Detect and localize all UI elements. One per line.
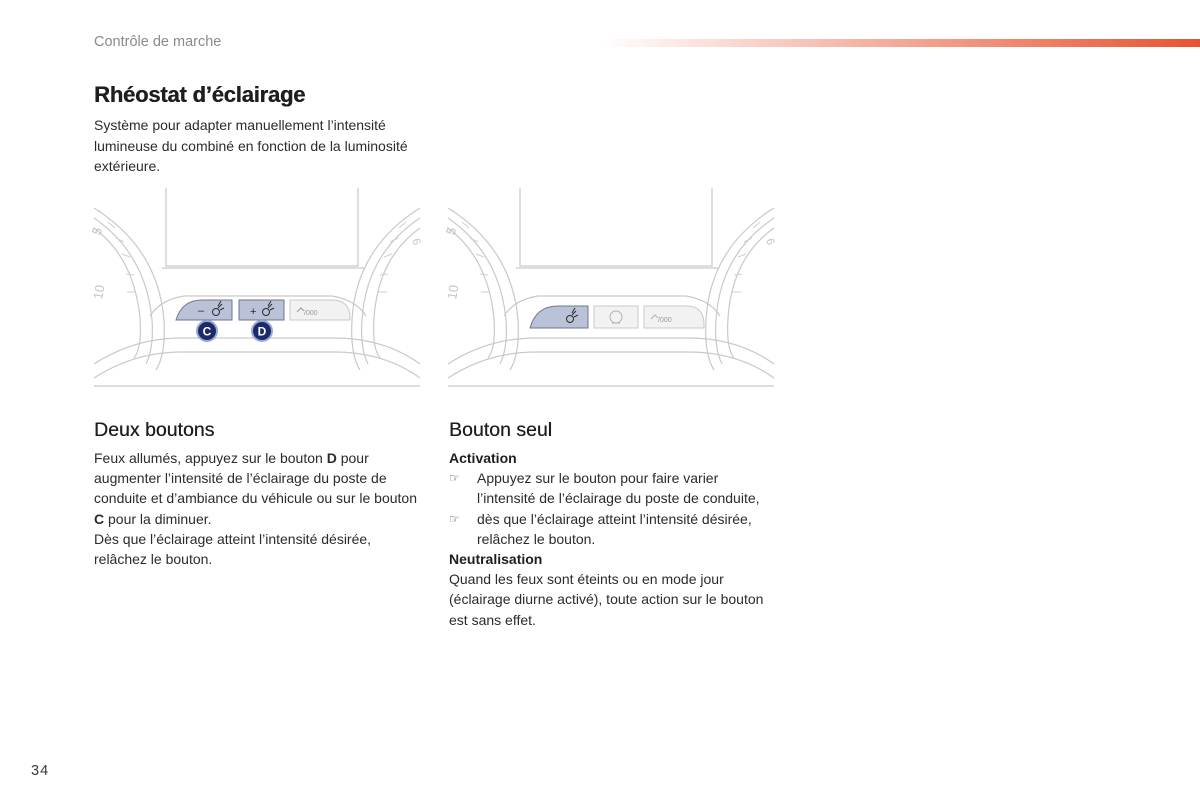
pointing-hand-icon: ☞ xyxy=(449,471,460,486)
dashboard-illustration-single-button xyxy=(442,188,777,390)
dashboard-illustration-two-buttons xyxy=(88,188,423,390)
page-title: Rhéostat d’éclairage xyxy=(94,82,306,107)
header-accent-bar xyxy=(600,39,1200,47)
page-number: 34 xyxy=(31,763,50,779)
svg-text:6: 6 xyxy=(409,236,423,247)
svg-text:6: 6 xyxy=(763,236,777,247)
plus-label: + xyxy=(250,306,257,318)
bullet-item: ☞ Appuyez sur le bouton pour faire varier l’intensité de l’éclairage du poste de conduite, xyxy=(449,470,760,507)
badge-c: C xyxy=(202,324,212,339)
svg-text:5: 5 xyxy=(442,225,460,238)
section-header: Contrôle de marche xyxy=(94,34,222,50)
heading-two-buttons: Deux boutons xyxy=(94,419,215,441)
svg-text:10: 10 xyxy=(90,283,108,301)
neutralisation-label: Neutralisation xyxy=(449,551,543,568)
two-buttons-paragraph-1: Feux allumés, appuyez sur le bouton D pour augmenter l’intensité de l’éclairage du poste de conduite et d’ambiance du véhicule ou sur le bouton C pour la diminuer. xyxy=(94,450,417,527)
reset-label-right: /000 xyxy=(658,317,672,324)
neutralisation-text: Quand les feux sont éteints ou en mode jour (éclairage diurne activé), toute action sur le bouton est sans effet. xyxy=(449,571,764,628)
intro-text: Système pour adapter manuellement l’intensité lumineuse du combiné en fonction de la luminosité extérieure. xyxy=(94,117,408,174)
svg-text:5: 5 xyxy=(88,225,106,238)
svg-text:10: 10 xyxy=(444,283,462,301)
two-buttons-paragraph-2: Dès que l’éclairage atteint l’intensité désirée, relâchez le bouton. xyxy=(94,530,372,568)
single-button-text xyxy=(449,448,769,630)
heading-single-button: Bouton seul xyxy=(449,419,552,441)
activation-label: Activation xyxy=(449,450,517,466)
two-buttons-text xyxy=(94,448,424,569)
bullet-item: ☞ dès que l’éclairage atteint l’intensité désirée, relâchez le bouton. xyxy=(449,510,752,547)
pointing-hand-icon: ☞ xyxy=(449,511,460,526)
badge-d: D xyxy=(257,324,267,339)
reset-label: /000 xyxy=(304,310,318,317)
minus-label: – xyxy=(198,305,205,317)
